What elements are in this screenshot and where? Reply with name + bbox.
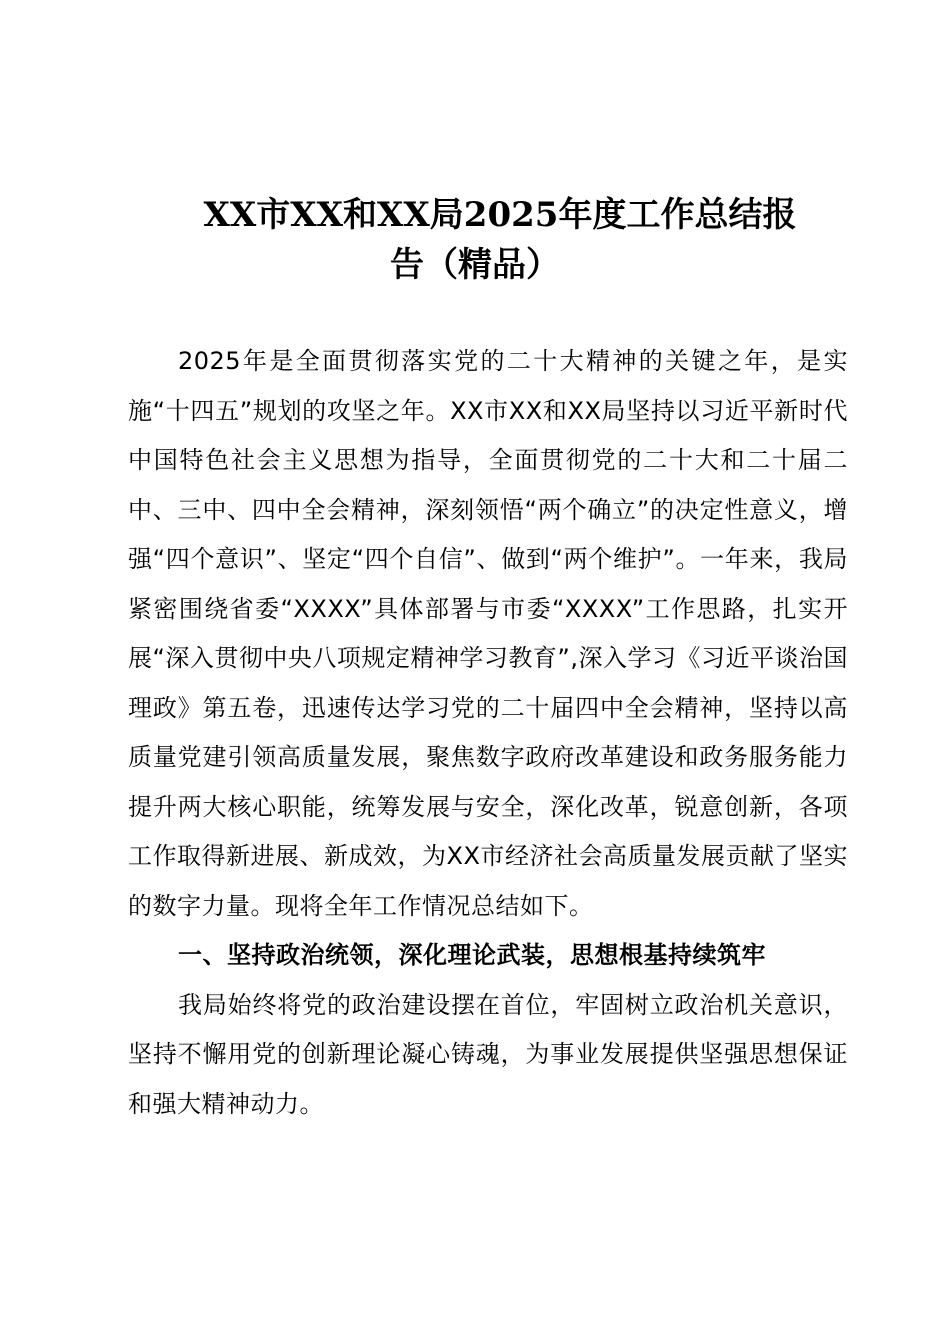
section-1-heading: 一、坚持政治统领，深化理论武装，思想根基持续筑牢 [178, 941, 766, 969]
document-body [128, 337, 848, 1129]
document-title [0, 190, 950, 290]
intro-paragraph: 2025年是全面贯彻落实党的二十大精神的关键之年，是实施“十四五”规划的攻坚之年。XX市XX和XX局坚持以习近平新时代中国特色社会主义思想为指导，全面贯彻党的二十大和二十届二中、三中、四中全会精神，深刻领悟“两个确立”的决定性意义，增强“四个意识”、坚定“四个自信”、做到“两个维护”。一年来，我局紧密围绕省委“XXXX”具体部署与市委“XXXX”工作思路，扎实开展“深入贯彻中央八项规定精神学习教育”,深入学习《习近平谈治国理政》第五卷，迅速传达学习党的二十届四中全会精神，坚持以高质量党建引领高质量发展，聚焦数字政府改革建设和政务服务能力提升两大核心职能，统筹发展与安全，深化改革，锐意创新，各项工作取得新进展、新成效，为XX市经济社会高质量发展贡献了坚实的数字力量。现将全年工作情况总结如下。 [128, 347, 848, 920]
title-line-1: XX市XX和XX局2025年度工作总结报 [203, 195, 797, 235]
title-line-2: 告（精品） [390, 245, 560, 285]
section-1-paragraph: 我局始终将党的政治建设摆在首位，牢固树立政治机关意识，坚持不懈用党的创新理论凝心铸魂，为事业发展提供坚强思想保证和强大精神动力。 [128, 990, 848, 1118]
